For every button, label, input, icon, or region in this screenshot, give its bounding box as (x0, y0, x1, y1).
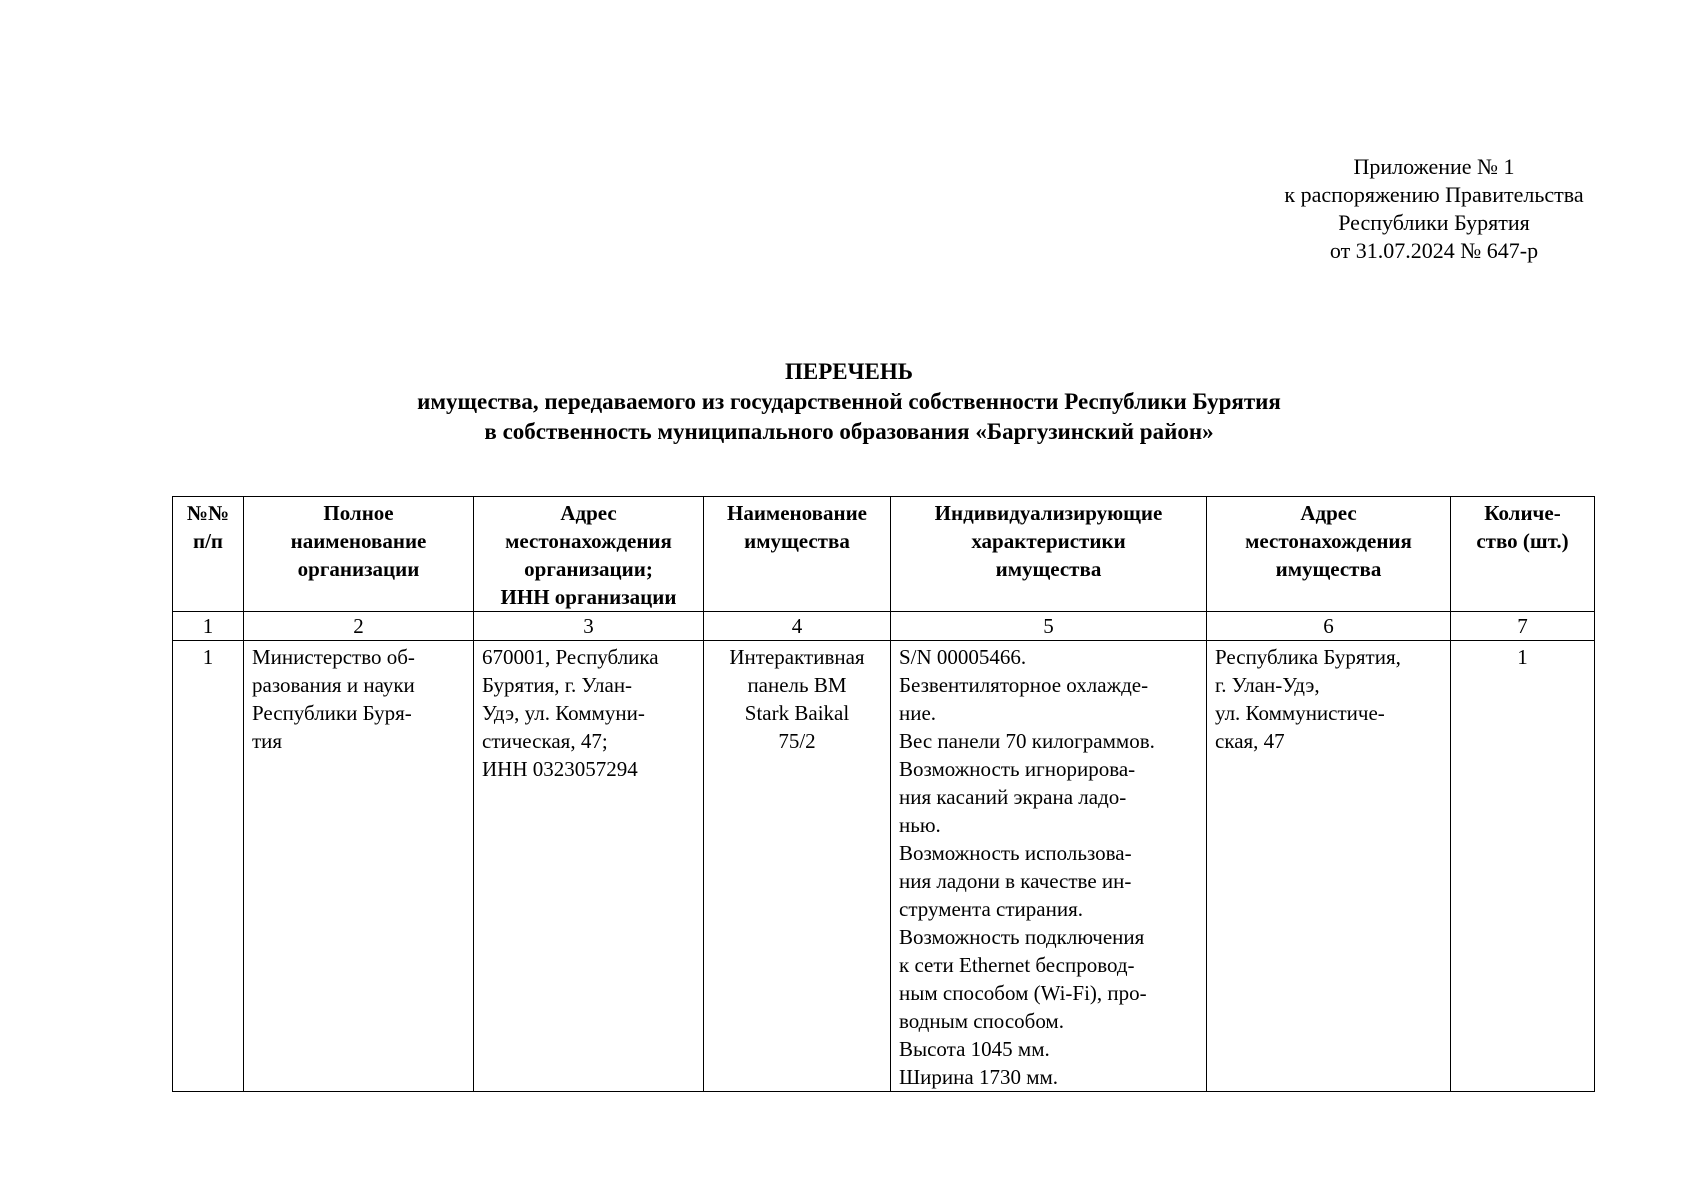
appendix-reference: к распоряжению Правительства (1284, 182, 1584, 207)
row-number: 1 (173, 641, 244, 1092)
property-table (172, 496, 1595, 1092)
column-number: 3 (474, 612, 704, 641)
title-line-2: имущества, передаваемого из государственной собственности Республики Бурятия (417, 389, 1281, 414)
column-number: 7 (1451, 612, 1595, 641)
title-heading: ПЕРЕЧЕНЬ (785, 359, 913, 384)
quantity-cell: 1 (1451, 641, 1595, 1092)
header-characteristics: Индивидуализирующие характеристики имущества (891, 497, 1207, 612)
column-number: 5 (891, 612, 1207, 641)
document-title (0, 357, 1698, 447)
table-row (173, 641, 1595, 1092)
appendix-date: от 31.07.2024 № 647-р (1329, 238, 1539, 263)
header-organization: Полное наименование организации (244, 497, 474, 612)
property-name-cell: Интерактивная панель BM Stark Baikal 75/2 (704, 641, 891, 1092)
column-number: 6 (1207, 612, 1451, 641)
column-number: 1 (173, 612, 244, 641)
organization-name-cell: Министерство об- разования и науки Республики Буря- тия (244, 641, 474, 1092)
characteristics-cell: S/N 00005466. Безвентиляторное охлажде- ние. Вес панели 70 килограммов. Возможность игнорирова- ния касаний экрана ладо- нью. Возможность использова- ния ладони в качестве ин- струмента стирания. Возможность подключения к сети Ethernet беспровод- ным способом (Wi-Fi), про- водным способом. Высота 1045 мм. Ширина 1730 мм. (891, 641, 1207, 1092)
appendix-number: Приложение № 1 (1353, 154, 1515, 179)
table-header-row (173, 497, 1595, 612)
column-number: 4 (704, 612, 891, 641)
organization-address-cell: 670001, Республика Бурятия, г. Улан- Удэ, ул. Коммуни- стическая, 47; ИНН 0323057294 (474, 641, 704, 1092)
column-number: 2 (244, 612, 474, 641)
header-property-address: Адрес местонахождения имущества (1207, 497, 1451, 612)
header-property-name: Наименование имущества (704, 497, 891, 612)
column-number-row (173, 612, 1595, 641)
appendix-authority: Республики Бурятия (1338, 210, 1530, 235)
header-org-address: Адрес местонахождения организации; ИНН организации (474, 497, 704, 612)
title-line-3: в собственность муниципального образования «Баргузинский район» (484, 419, 1214, 444)
header-number: №№ п/п (173, 497, 244, 612)
header-quantity: Количе- ство (шт.) (1451, 497, 1595, 612)
appendix-header (1234, 153, 1634, 265)
property-address-cell: Республика Бурятия, г. Улан-Удэ, ул. Коммунистиче- ская, 47 (1207, 641, 1451, 1092)
